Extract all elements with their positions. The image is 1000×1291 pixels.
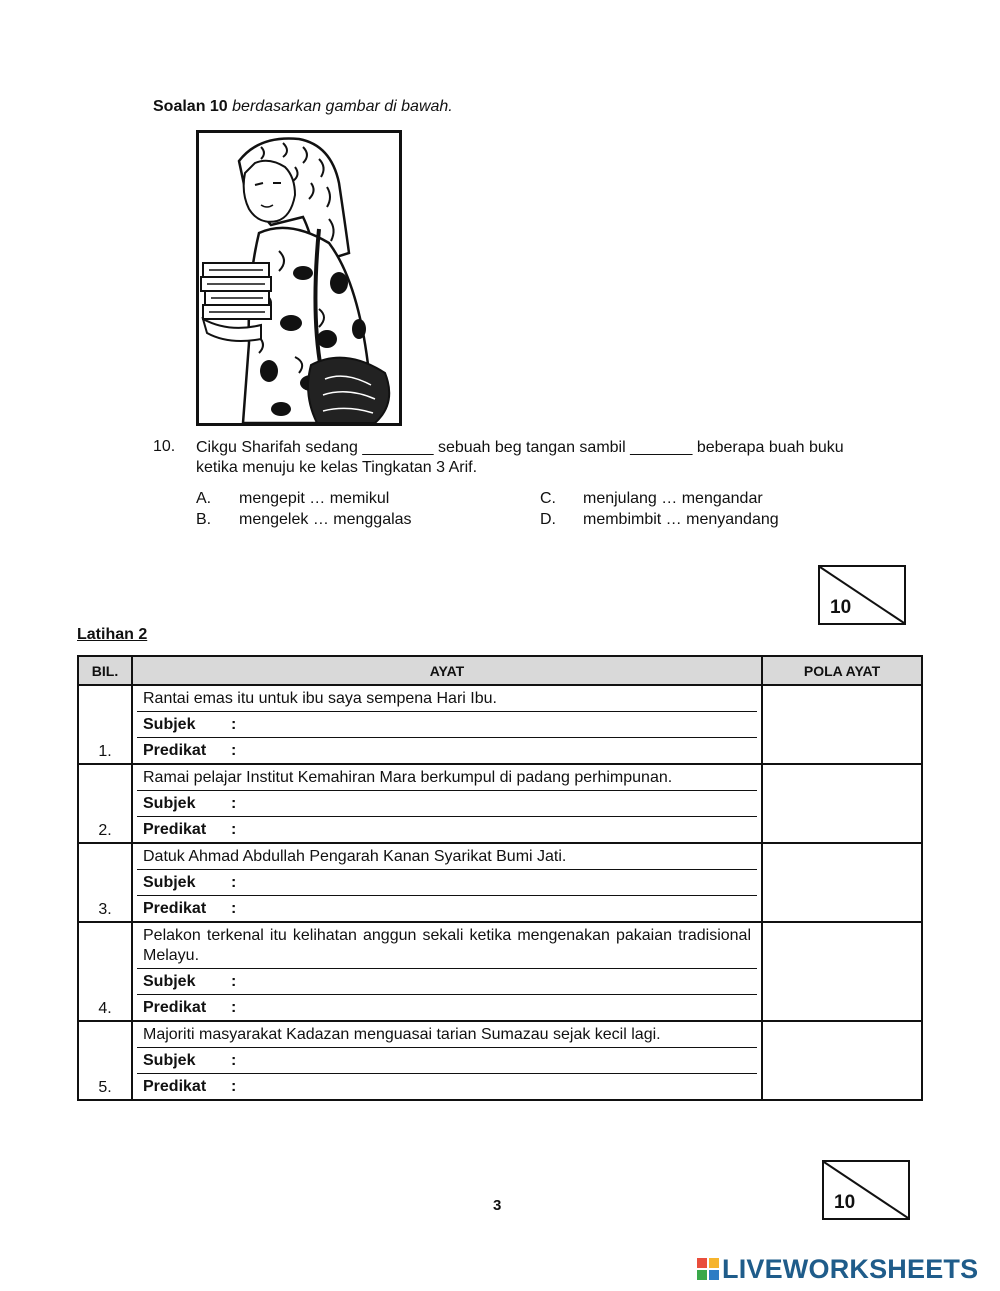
table-header-row [78, 656, 922, 685]
section-title: Latihan 2 [77, 626, 148, 643]
exercise-table [77, 655, 923, 1101]
predikat-answer-line[interactable]: Predikat : [143, 999, 237, 1016]
table-row [78, 764, 922, 843]
subjek-answer-line[interactable]: Subjek : [137, 712, 757, 738]
brand-name: LIVEWORKSHEETS [722, 1254, 979, 1284]
sentence: Pelakon terkenal itu kelihatan anggun sekali ketika mengenakan pakaian tradisional Melayu. [137, 923, 757, 969]
option-text: mengelek … menggalas [239, 511, 412, 528]
option-text: mengepit … memikul [239, 490, 390, 507]
row-number: 3. [78, 843, 132, 922]
option-letter: D. [540, 511, 556, 528]
header-pola-ayat: POLA AYAT [762, 656, 922, 685]
table-row [78, 685, 922, 764]
option-text: membimbit … menyandang [583, 511, 779, 528]
intro-italic: berdasarkan gambar di bawah. [232, 98, 453, 115]
subjek-answer-line[interactable]: Subjek : [137, 1048, 757, 1074]
ayat-cell [132, 1021, 762, 1100]
page-number: 3 [493, 1197, 502, 1214]
score-box [818, 565, 906, 625]
liveworksheets-logo[interactable] [697, 1254, 978, 1285]
question-number: 10. [153, 438, 176, 455]
sentence: Majoriti masyarakat Kadazan menguasai tarian Sumazau sejak kecil lagi. [137, 1022, 757, 1048]
pola-ayat-answer-cell[interactable] [762, 922, 922, 1021]
row-number: 4. [78, 922, 132, 1021]
pola-ayat-answer-cell[interactable] [762, 843, 922, 922]
illustration-woman-with-books-and-handbag [196, 130, 402, 426]
table-row [78, 922, 922, 1021]
subjek-answer-line[interactable]: Subjek : [137, 870, 757, 896]
option-c[interactable] [540, 490, 763, 508]
option-d[interactable] [540, 511, 779, 529]
predikat-answer-line[interactable]: Predikat : [143, 1078, 237, 1095]
option-a[interactable] [196, 490, 389, 508]
sentence: Datuk Ahmad Abdullah Pengarah Kanan Syarikat Bumi Jati. [137, 844, 757, 870]
option-text: menjulang … mengandar [583, 490, 763, 507]
row-number: 5. [78, 1021, 132, 1100]
option-b[interactable] [196, 511, 412, 529]
pola-ayat-answer-cell[interactable] [762, 764, 922, 843]
sentence: Ramai pelajar Institut Kemahiran Mara berkumpul di padang perhimpunan. [137, 765, 757, 791]
option-letter: C. [540, 490, 556, 507]
row-number: 2. [78, 764, 132, 843]
predikat-answer-line[interactable]: Predikat : [143, 742, 237, 759]
question-text: Cikgu Sharifah sedang ________ sebuah beg tangan sambil _______ beberapa buah buku ketika menuju ke kelas Tingkatan 3 Arif. [196, 439, 844, 476]
ayat-cell [132, 764, 762, 843]
pola-ayat-answer-cell[interactable] [762, 685, 922, 764]
score-box [822, 1160, 910, 1220]
subjek-answer-line[interactable]: Subjek : [137, 791, 757, 817]
liveworksheets-logo-icon [697, 1258, 719, 1280]
sentence: Rantai emas itu untuk ibu saya sempena Hari Ibu. [137, 686, 757, 712]
table-row [78, 1021, 922, 1100]
header-ayat: AYAT [132, 656, 762, 685]
predikat-answer-line[interactable]: Predikat : [143, 821, 237, 838]
question-intro [153, 98, 453, 116]
option-letter: A. [196, 490, 212, 507]
ayat-cell [132, 685, 762, 764]
option-letter: B. [196, 511, 212, 528]
header-bil: BIL. [78, 656, 132, 685]
subjek-answer-line[interactable]: Subjek : [137, 969, 757, 995]
predikat-answer-line[interactable]: Predikat : [143, 900, 237, 917]
ayat-cell [132, 843, 762, 922]
intro-bold: Soalan 10 [153, 98, 228, 115]
score-total: 10 [830, 597, 852, 618]
table-row [78, 843, 922, 922]
pola-ayat-answer-cell[interactable] [762, 1021, 922, 1100]
ayat-cell [132, 922, 762, 1021]
woman-illustration-icon [199, 133, 399, 423]
score-total: 10 [834, 1192, 856, 1213]
row-number: 1. [78, 685, 132, 764]
